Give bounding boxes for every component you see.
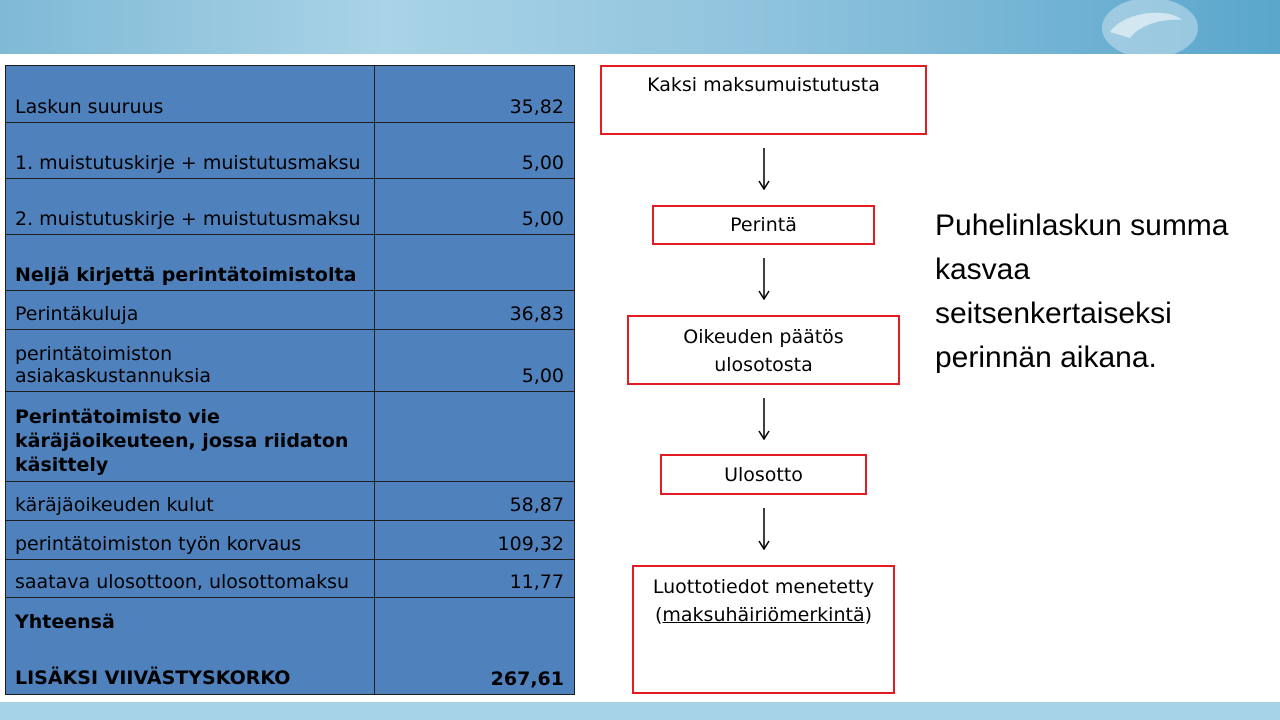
flow-step-collection bbox=[652, 205, 875, 245]
row-amount: 35,82 bbox=[374, 66, 574, 123]
summary-text: Puhelinlaskun summa kasvaa seitsenkertaiseksi perinnän aikana. bbox=[935, 209, 1229, 374]
table-row bbox=[6, 392, 575, 482]
flow-step-note bbox=[634, 601, 893, 629]
arrow-down-icon bbox=[758, 398, 770, 440]
row-amount: 5,00 bbox=[374, 330, 574, 392]
arrow-down-icon bbox=[758, 148, 770, 190]
payment-default-link: maksuhäiriömerkintä bbox=[662, 604, 865, 626]
table-row bbox=[6, 291, 575, 330]
row-label: Perintätoimisto vie käräjäoikeuteen, jossa riidaton käsittely bbox=[6, 392, 375, 482]
row-amount bbox=[374, 235, 574, 291]
table-row bbox=[6, 521, 575, 560]
table-row bbox=[6, 235, 575, 291]
row-label: saatava ulosottoon, ulosottomaksu bbox=[6, 560, 375, 598]
row-label: käräjäoikeuden kulut bbox=[6, 482, 375, 521]
total-title: Yhteensä bbox=[15, 611, 115, 633]
flow-step-court-decision bbox=[627, 315, 900, 385]
row-label: Laskun suuruus bbox=[6, 66, 375, 123]
row-label: perintätoimiston asiakaskustannuksia bbox=[6, 330, 375, 392]
row-amount: 5,00 bbox=[374, 179, 574, 235]
row-amount bbox=[374, 392, 574, 482]
row-label: Neljä kirjettä perintätoimistolta bbox=[6, 235, 375, 291]
total-note: LISÄKSI VIIVÄSTYSKORKO bbox=[15, 667, 291, 689]
row-label: 1. muistutuskirje + muistutusmaksu bbox=[6, 123, 375, 179]
table-row bbox=[6, 482, 575, 521]
flow-step-credit-lost bbox=[632, 565, 895, 694]
flow-step-label: Ulosotto bbox=[724, 464, 803, 486]
flow-step-label: Oikeuden päätös ulosotosta bbox=[683, 326, 844, 376]
arrow-down-icon bbox=[758, 508, 770, 550]
row-label: perintätoimiston työn korvaus bbox=[6, 521, 375, 560]
paren-close: ) bbox=[864, 604, 873, 626]
row-amount: 36,83 bbox=[374, 291, 574, 330]
table-row bbox=[6, 123, 575, 179]
row-amount: 11,77 bbox=[374, 560, 574, 598]
brand-logo-icon bbox=[1090, 0, 1200, 54]
flow-step-label: Perintä bbox=[730, 214, 797, 236]
table-row bbox=[6, 66, 575, 123]
row-amount: 109,32 bbox=[374, 521, 574, 560]
table-row bbox=[6, 179, 575, 235]
table-row bbox=[6, 560, 575, 598]
total-amount: 267,61 bbox=[374, 598, 574, 695]
flow-step-label: Luottotiedot menetetty bbox=[652, 576, 875, 598]
cost-table bbox=[5, 65, 575, 695]
flow-step-reminders bbox=[600, 65, 927, 135]
header-banner bbox=[0, 0, 1280, 54]
row-amount: 5,00 bbox=[374, 123, 574, 179]
row-amount: 58,87 bbox=[374, 482, 574, 521]
total-row bbox=[6, 598, 575, 695]
table-row bbox=[6, 330, 575, 392]
total-label bbox=[6, 598, 375, 695]
arrow-down-icon bbox=[758, 258, 770, 300]
footer-band bbox=[0, 702, 1280, 720]
flow-step-label: Kaksi maksumuistutusta bbox=[647, 74, 880, 96]
flow-step-enforcement bbox=[660, 454, 867, 495]
row-label: 2. muistutuskirje + muistutusmaksu bbox=[6, 179, 375, 235]
paren-open: ( bbox=[654, 604, 663, 626]
row-label: Perintäkuluja bbox=[6, 291, 375, 330]
